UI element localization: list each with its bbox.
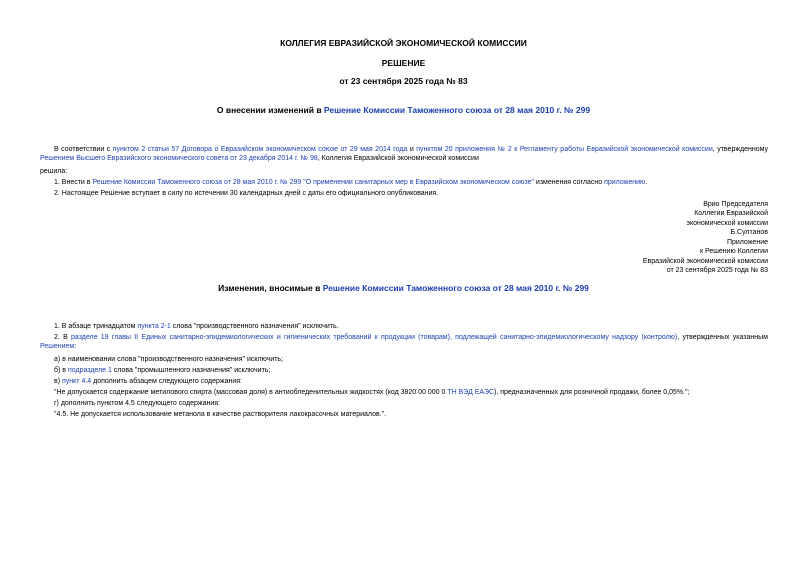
item1-prefix: 1. Внести в xyxy=(54,179,93,186)
appendix-link[interactable]: приложению xyxy=(604,179,646,186)
document-date: от 23 сентября 2025 года № 83 xyxy=(339,76,468,86)
subitem-v-suffix: дополнить абзацем следующего содержания: xyxy=(91,378,242,385)
organization-title: КОЛЛЕГИЯ ЕВРАЗИЙСКОЙ ЭКОНОМИЧЕСКОЙ КОМИССИИ xyxy=(280,38,527,48)
change-subitem-v xyxy=(40,377,768,386)
item1-middle: изменения согласно xyxy=(533,179,605,186)
changes-title xyxy=(0,283,807,294)
subitem-b-suffix: слова "промышленного назначения" исключить; xyxy=(111,367,271,374)
regulation-link[interactable]: пунктом 20 приложения № 2 к Регламенту работы Евразийской экономической комиссии xyxy=(416,146,713,153)
subject-link[interactable]: Решение Комиссии Таможенного союза от 28 мая 2010 г. № 299 xyxy=(323,105,591,115)
preamble-text-4: , Коллегия Евразийской экономической комиссии xyxy=(317,155,479,163)
change2-end: : xyxy=(74,343,77,351)
change-subitem-a: а) в наименовании слова "производственного назначения" исключить; xyxy=(54,356,284,363)
quote1-suffix: ), предназначенных для розничной продажи, более 0,05%."; xyxy=(494,389,690,396)
document-subject xyxy=(0,105,807,116)
quoted-paragraph-1 xyxy=(40,388,768,397)
subitem-v-prefix: в) xyxy=(54,378,62,385)
change1-suffix: слова "производственного назначения" исключить. xyxy=(170,323,339,330)
council-decision-link[interactable]: Решением Высшего Евразийского экономического совета от 23 декабря 2014 г. № 98 xyxy=(40,155,318,163)
subitem-b-prefix: б) в xyxy=(54,367,68,374)
decision-299-link[interactable]: Решение Комиссии Таможенного союза от 28 мая 2010 г. № 299 "О применении санитарных мер в Евразийском экономическом союзе" xyxy=(92,179,534,186)
change2-prefix: 2. В xyxy=(54,334,72,341)
signature-line: экономической комиссии xyxy=(686,219,768,227)
changes-title-prefix: Изменения, вносимые в xyxy=(218,283,323,293)
change1-prefix: 1. В абзаце тринадцатом xyxy=(54,323,138,330)
document-type: РЕШЕНИЕ xyxy=(381,58,426,68)
item1-end: . xyxy=(645,179,648,186)
change2-middle: , утвержденных указанным xyxy=(677,334,768,341)
subsection-1-link[interactable]: подразделе 1 xyxy=(67,367,112,374)
change-item-2 xyxy=(40,333,768,352)
tn-ved-link[interactable]: ТН ВЭД ЕАЭС xyxy=(447,389,495,396)
resolved-label: решила: xyxy=(40,168,68,175)
quote1-prefix: "Не допускается содержание метилового спирта (массовая доля) в антиобледенительных жидкостях (код 3820 00 000 0 xyxy=(54,389,448,396)
appendix-ref-line: от 23 сентября 2025 года № 83 xyxy=(666,267,768,275)
decision-item-1 xyxy=(40,178,768,187)
change-subitem-g: г) дополнить пунктом 4.5 следующего содержания: xyxy=(54,400,220,407)
decision-item-2: 2. Настоящее Решение вступает в силу по истечении 30 календарных дней с даты его официального опубликования. xyxy=(54,190,439,197)
appendix-ref-line: Приложение xyxy=(726,238,768,246)
signature-line: Коллегии Евразийской xyxy=(694,210,768,218)
point-4-4-link[interactable]: пункт 4.4 xyxy=(62,378,92,385)
decision-link[interactable]: Решением xyxy=(40,343,75,351)
preamble-text-3: , утвержденному xyxy=(712,146,769,153)
changes-title-link[interactable]: Решение Комиссии Таможенного союза от 28 мая 2010 г. № 299 xyxy=(322,283,589,293)
change-item-1 xyxy=(40,322,768,331)
signature-block xyxy=(643,200,768,276)
appendix-ref-line: Евразийской экономической комиссии xyxy=(642,257,768,265)
preamble-paragraph xyxy=(40,145,768,164)
appendix-ref-line: к Решению Коллегии xyxy=(700,248,768,256)
subject-prefix: О внесении изменений в xyxy=(216,105,324,115)
signer-name: Б.Султанов xyxy=(730,229,768,237)
quoted-paragraph-2: "4.5. Не допускается использование метанола в качестве растворителя лакокрасочных материалов.". xyxy=(54,411,387,418)
preamble-text-1: В соответствии с xyxy=(54,146,113,153)
section-19-link[interactable]: разделе 19 главы II Единых санитарно-эпидемиологических и гигиенических требований к продукции (товарам), подлежащей санитарно-эпидемиологическому надзору (контролю) xyxy=(71,334,678,341)
signature-line: Врио Председателя xyxy=(703,201,768,208)
point-2-1-link[interactable]: пункта 2-1 xyxy=(137,323,171,330)
preamble-text-2: и xyxy=(407,146,417,153)
change-subitem-b xyxy=(40,366,768,375)
treaty-article-link[interactable]: пунктом 2 статьи 57 Договора о Евразийском экономическом союзе от 29 мая 2014 года xyxy=(112,146,408,153)
